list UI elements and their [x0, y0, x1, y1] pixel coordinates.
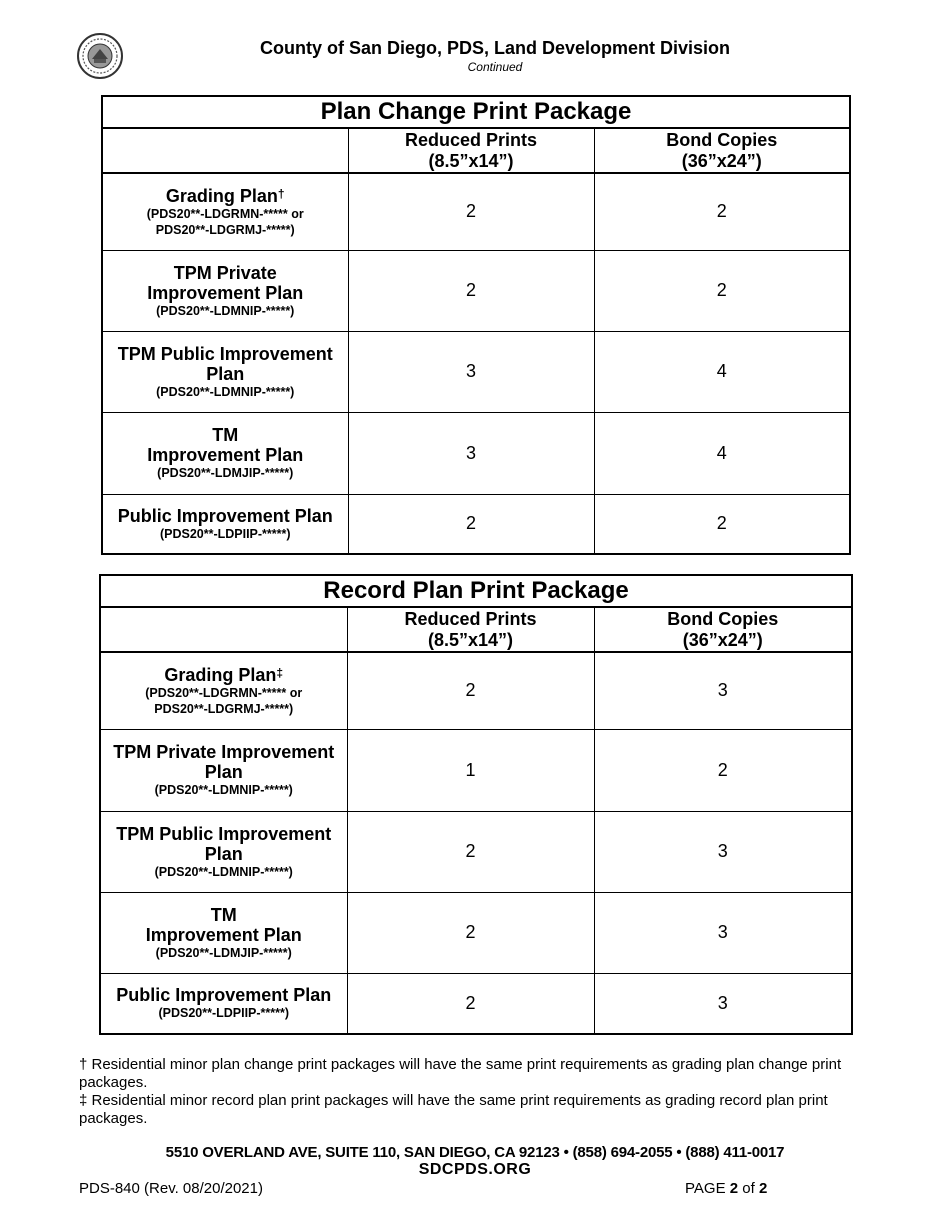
bond-copies-header: Bond Copies (36”x24”) [594, 128, 850, 173]
plan-change-print-package-table [101, 95, 851, 555]
footnote-double-dagger: ‡ Residential minor record plan print packages will have the same print requirements as grading record plan print packages. [79, 1092, 828, 1127]
form-number: PDS-840 (Rev. 08/20/2021) [79, 1180, 263, 1197]
plan-type-cell: Public Improvement Plan (PDS20**-LDPIIP-*****) [100, 973, 347, 1034]
table-caption: Plan Change Print Package [102, 96, 850, 128]
reduced-prints-value: 3 [348, 412, 594, 494]
bond-copies-header: Bond Copies (36”x24”) [594, 607, 852, 652]
plan-type-cell: TPM Public Improvement Plan (PDS20**-LDMNIP-*****) [100, 811, 347, 892]
header-subtitle: Continued [467, 60, 523, 74]
reduced-prints-header: Reduced Prints (8.5”x14”) [348, 128, 594, 173]
header-title: County of San Diego, PDS, Land Development Division [259, 38, 731, 58]
table-row [100, 811, 852, 892]
reduced-prints-value: 2 [347, 652, 594, 729]
plan-type-cell: TPM Private Improvement Plan (PDS20**-LDMNIP-*****) [100, 729, 347, 811]
bond-copies-value: 3 [594, 892, 852, 973]
website: SDCPDS.ORG [418, 1161, 532, 1178]
county-seal-logo [77, 33, 123, 79]
reduced-prints-value: 1 [347, 729, 594, 811]
plan-type-cell: TPM Private Improvement Plan (PDS20**-LDMNIP-*****) [102, 250, 348, 331]
plan-type-cell: Grading Plan‡ (PDS20**-LDGRMN-***** or PDS20**-LDGRMJ-*****) [100, 652, 347, 729]
table-row [102, 494, 850, 554]
office-address: 5510 OVERLAND AVE, SUITE 110, SAN DIEGO, CA 92123 • (858) 694-2055 • (888) 411-0017 [165, 1144, 785, 1161]
table-row [102, 173, 850, 250]
plan-type-cell: TPM Public Improvement Plan (PDS20**-LDMNIP-*****) [102, 331, 348, 412]
bond-copies-value: 2 [594, 173, 850, 250]
plan-type-cell: TM Improvement Plan (PDS20**-LDMJIP-*****) [102, 412, 348, 494]
empty-header-cell [102, 128, 348, 173]
footnote-dagger: † Residential minor plan change print packages will have the same print requirements as grading plan change print packages. [79, 1056, 842, 1091]
table-row [102, 250, 850, 331]
table-row [102, 331, 850, 412]
reduced-prints-header: Reduced Prints (8.5”x14”) [347, 607, 594, 652]
bond-copies-value: 4 [594, 331, 850, 412]
plan-type-cell: TM Improvement Plan (PDS20**-LDMJIP-*****) [100, 892, 347, 973]
reduced-prints-value: 3 [348, 331, 594, 412]
bond-copies-value: 4 [594, 412, 850, 494]
bond-copies-value: 3 [594, 973, 852, 1034]
table-row [100, 729, 852, 811]
table-caption: Record Plan Print Package [100, 575, 852, 607]
reduced-prints-value: 2 [348, 494, 594, 554]
reduced-prints-value: 2 [347, 811, 594, 892]
plan-type-cell: Grading Plan† (PDS20**-LDGRMN-***** or PDS20**-LDGRMJ-*****) [102, 173, 348, 250]
reduced-prints-value: 2 [347, 973, 594, 1034]
reduced-prints-value: 2 [348, 173, 594, 250]
record-plan-print-package-table [99, 574, 853, 1035]
plan-type-cell: Public Improvement Plan (PDS20**-LDPIIP-*****) [102, 494, 348, 554]
table-row [100, 892, 852, 973]
reduced-prints-value: 2 [347, 892, 594, 973]
empty-header-cell [100, 607, 347, 652]
table-row [102, 412, 850, 494]
bond-copies-value: 3 [594, 811, 852, 892]
bond-copies-value: 3 [594, 652, 852, 729]
footnotes [79, 1056, 879, 1128]
table-row [100, 973, 852, 1034]
bond-copies-value: 2 [594, 250, 850, 331]
bond-copies-value: 2 [594, 494, 850, 554]
reduced-prints-value: 2 [348, 250, 594, 331]
table-row [100, 652, 852, 729]
page-number: PAGE 2 of 2 [685, 1180, 768, 1197]
bond-copies-value: 2 [594, 729, 852, 811]
